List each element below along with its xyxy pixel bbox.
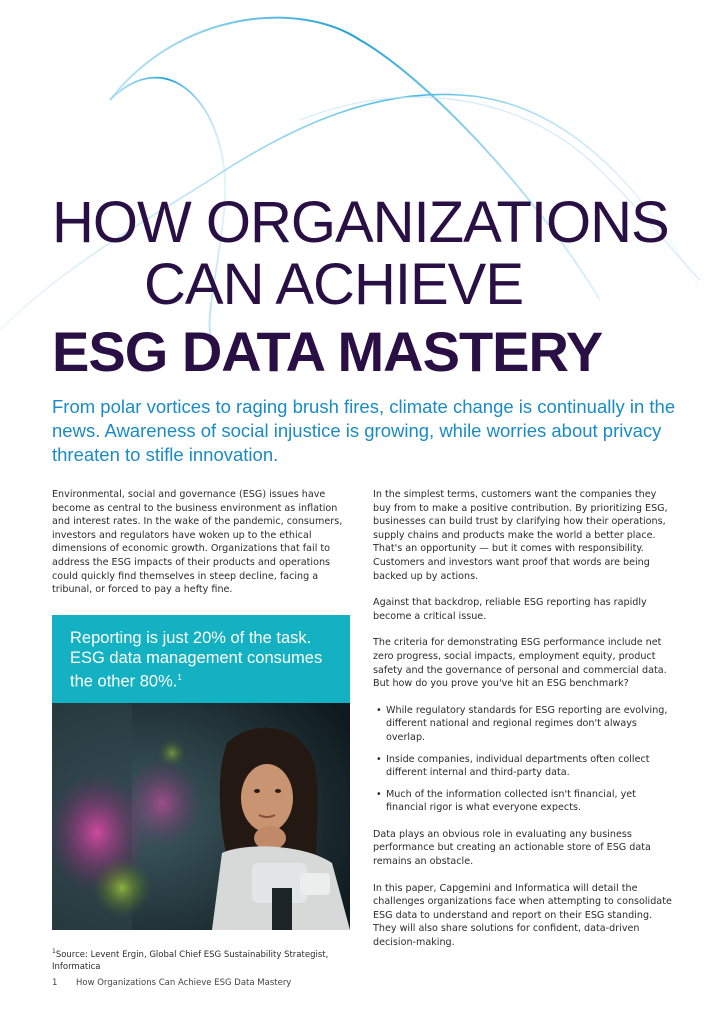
page-title bbox=[52, 192, 692, 384]
right-column bbox=[373, 488, 673, 963]
bullet-icon: • bbox=[376, 788, 382, 800]
right-paragraph-4: Data plays an obvious role in evaluating any business performance but creating an actionable store of ESG data remains an obstacle. bbox=[373, 828, 651, 868]
bullet-icon: • bbox=[376, 704, 382, 716]
title-line-1: HOW ORGANIZATIONS bbox=[52, 190, 669, 255]
right-paragraph-1: In the simplest terms, customers want the companies they buy from to make a positive contribution. By prioritizing ESG, businesses can build trust by clarifying how their operations, supply chains and products make the world a better place. That's an opportunity — but it comes with responsibility. Customers and investors want proof that words are being backed up by actions. bbox=[373, 489, 668, 582]
right-paragraph-3: The criteria for demonstrating ESG performance include net zero progress, social impacts, employment equity, product safety and the governance of personal and commercial data. But how do you prove you've hit an ESG benchmark? bbox=[373, 637, 667, 690]
callout-text-block bbox=[52, 615, 350, 692]
footnote bbox=[52, 946, 352, 973]
page-number: 1 bbox=[52, 978, 58, 988]
bullet-text: While regulatory standards for ESG reporting are evolving, different national and regional regimes don't always overlap. bbox=[386, 704, 668, 743]
bullet-text: Inside companies, individual departments often collect different internal and third-party data. bbox=[386, 753, 650, 779]
photo-illustration bbox=[52, 703, 350, 930]
right-paragraph-2: Against that backdrop, reliable ESG reporting has rapidly become a critical issue. bbox=[373, 597, 647, 622]
bullet-list bbox=[373, 704, 673, 815]
footnote-marker: 1 bbox=[52, 948, 56, 955]
title-line-2: CAN ACHIEVE bbox=[144, 252, 523, 317]
callout-box bbox=[52, 615, 350, 703]
left-column bbox=[52, 488, 344, 610]
bullet-item bbox=[373, 753, 673, 780]
photo-scientist-microscope bbox=[52, 703, 350, 930]
bullet-item bbox=[373, 704, 673, 745]
running-title: How Organizations Can Achieve ESG Data Mastery bbox=[76, 978, 292, 988]
bullet-icon: • bbox=[376, 753, 382, 765]
title-line-3: ESG DATA MASTERY bbox=[52, 320, 603, 383]
callout-footnote-ref: 1 bbox=[177, 673, 182, 682]
bullet-item bbox=[373, 788, 673, 815]
callout-text: Reporting is just 20% of the task. ESG data management consumes the other 80%. bbox=[70, 629, 323, 691]
footnote-text: Source: Levent Ergin, Global Chief ESG Sustainability Strategist, Informatica bbox=[52, 949, 329, 972]
lead-paragraph: From polar vortices to raging brush fires, climate change is continually in the news. Awareness of social injustice is growing, while worries about privacy threaten to stifle innovation. bbox=[52, 396, 676, 465]
right-paragraph-5: In this paper, Capgemini and Informatica will detail the challenges organizations face when attempting to consolidate ESG data to understand and report on their ESG standing. They will also share solutions for confident, data-driven decision-making. bbox=[373, 882, 672, 949]
left-paragraph-1: Environmental, social and governance (ESG) issues have become as central to the business environment as inflation and interest rates. In the wake of the pandemic, consumers, investors and regulators have woken up to the ethical dimensions of economic growth. Organizations that fail to address the ESG impacts of their products and operations could quickly find themselves in steep decline, facing a tribunal, or forced to pay a hefty fine. bbox=[52, 489, 343, 596]
bullet-text: Much of the information collected isn't financial, yet financial rigor is what everyone expects. bbox=[386, 788, 636, 814]
page-footer bbox=[52, 978, 291, 988]
